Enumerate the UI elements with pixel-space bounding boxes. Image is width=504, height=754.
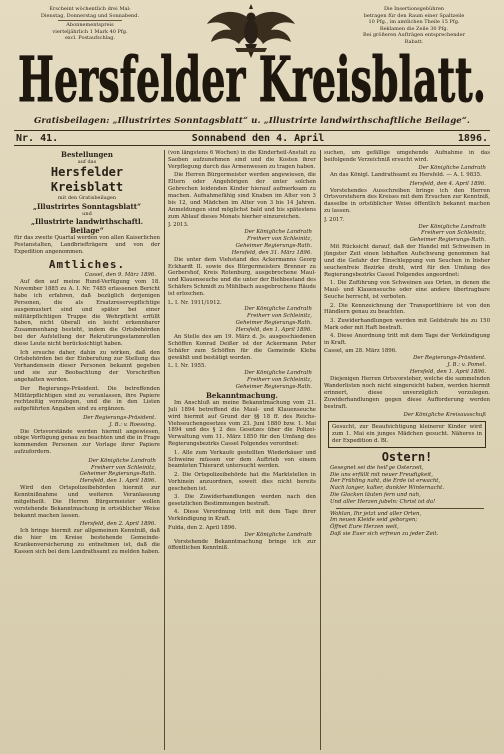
signature: Der Regierungs-Präsident.: [413, 355, 486, 362]
issue-year: 1896.: [457, 132, 488, 144]
notice-paragraph: Die Herren Bürgermeister werden angewiesen, die Eltern oder Angehörigen der unter solchen Gebrechen leidenden Kinder hierauf aufmerksam zu machen. Aufnahmefähig sind Knaben im Alter von 3 bis 12, und Mädchen im Alter von 3 bis 14 Jahren. Anmeldungen sind möglichst bald und bis spätestens zum Ablauf dieses Monats hierher einzureichen.: [168, 172, 316, 220]
issue-number: Nr. 41.: [16, 132, 59, 144]
reference-number: J. 2013.: [168, 222, 189, 229]
signature: Der Königliche Landrath: [244, 228, 312, 235]
announcement-heading: Bekanntmachung.: [206, 390, 278, 400]
supplements-line: Gratisbeilagen: „Illustrirtes Sonntagsblatt“ u. „Illustrirte landwirthschaftliche Beilage“.: [33, 116, 471, 126]
signature: Freiherr von Schleinitz,: [247, 313, 312, 320]
notice-date: Cassel, den 9. März 1896.: [84, 272, 156, 279]
notice-date: Hersfeld, den 1. April 1896.: [235, 327, 312, 334]
signature: Der Königliche Landrath: [244, 531, 312, 538]
masthead-title: Hersfelder Kreisblatt.: [18, 46, 486, 112]
notice-paragraph: Ich bringe hiermit zur allgemeinen Kenntniß, daß die hier im Kreise bestehende Gemeinde-Krankenversicherung zu entnehmen ist, daß die Kassen sich bei dem Landrathsamt zu melden haben.: [14, 528, 160, 555]
subscription-note: excl. Postaufschlag.: [64, 35, 116, 41]
notice-paragraph: Der Regierungs-Präsident. Die betreffenden Militärpflichtigen sind zu veranlassen, ihre Papiere rechtzeitig vorzulegen, und die in den Listen aufgeführten Angaben sind zu ergänzen.: [14, 385, 160, 413]
notice-paragraph: Ich ersuche daher, dahin zu wirken, daß den Ortsbehörden bei der Einberufung zur Stellung das Vorhandensein dieser Personen bekannt gegeben und sie zur Beobachtung der Vorschriften angehalten werden.: [14, 349, 160, 384]
orders-text: für das zweite Quartal werden von allen Kaiserlichen Postanstalten, Landbriefträgern und von der Expedition angenommen.: [14, 234, 160, 255]
column-2: [168, 150, 316, 750]
orders-paper-name: Hersfelder Kreisblatt: [50, 165, 124, 195]
notice-date: Hersfeld, den 2. April 1896.: [79, 521, 156, 528]
rates-discount: Bei größeren Aufträgen entsprechender: [363, 32, 465, 38]
poem-line: Der Frühling naht, die Erde ist erwacht,: [330, 478, 441, 485]
official-section-heading: Amtliches.: [48, 258, 126, 272]
column-divider: [320, 150, 321, 750]
rates-line: betragen für den Raum einer Spaltzeile: [363, 12, 465, 19]
notice-paragraph: Vorstehendes Ausschreiben bringe ich den Herren Ortsvorstehern des Kreises mit dem Ersuchen zur Kenntniß, dasselbe in ortsüblicher Weise öffentlich bekannt machen zu lassen.: [324, 187, 490, 215]
dateline: [14, 130, 490, 146]
signature: Der Königliche Landrath: [244, 306, 312, 313]
poem-line: Nach langer, kalter, dunkler Winternacht.: [330, 485, 445, 492]
rates-reklame: Reklamen die Zeile 30 Pfg.: [379, 25, 449, 32]
notice-paragraph: Auf den auf meine Rund-Verfügung vom 18. November 1885 zu A. I. Nr. 7485 erlassenen Bericht habe ich erfahren, daß bezüglich derjenigen Personen, die als Ersatzreservepflichtige ausgemustert sind und später bei einer militärpflichtigen Truppe die Wehrpflicht erfüllt haben, nicht überall ein leicht erkennbarer Zusammenhang besteht, indem die Ortsbehörden bei der Aufstellung der Rekrutirungsstammrollen diese Leute nicht berücksichtigt haben.: [14, 279, 160, 348]
reference-number: J. 2017.: [324, 216, 345, 223]
rates-amount: 10 Pfg., im amtlichen Theile 15 Pfg.: [368, 19, 460, 25]
orders-und: und: [82, 210, 92, 217]
notice-date: Hersfeld, den 31. März 1896.: [231, 249, 312, 256]
orders-heading: Bestellungen: [61, 150, 113, 159]
orders-sonntagsblatt: „Illustrirtes Sonntagsblatt“: [32, 201, 142, 211]
notice-paragraph: 3. Die Zuwiderhandlungen werden nach den gesetzlichen Bestimmungen bestraft.: [168, 494, 316, 507]
poem-line: Daß sie Euer sich erfreun zu jeder Zeit.: [330, 530, 439, 537]
signature: Geheimer Regierungs-Rath.: [235, 320, 312, 327]
signature: Der Regierungs-Präsident.: [83, 414, 156, 421]
subscription-info: [40, 6, 140, 42]
publish-days: Dienstag, Donnerstag und Sonnabend.: [40, 12, 140, 19]
signature: Freiherr von Schleinitz,: [247, 235, 312, 242]
orders-beilage: „Illustrirte landwirthschaftl. Beilage“: [30, 216, 144, 235]
poem-line: Wohlan, Ihr jetzt und aller Orten,: [330, 510, 422, 517]
signature: Der Königliche Landrath: [88, 457, 156, 464]
signature: Der Königliche Kreisausschuß: [403, 412, 486, 419]
column-3: [324, 150, 490, 750]
notice-paragraph: Mit Rücksicht darauf, daß der Handel mit Schweinen in jüngster Zeit einen lebhaften Aufschwung genommen hat und die Gefahr der Einschleppung von Seuchen in bisher seuchenfreie Bezirke droht, wird für den Umfang des Regierungsbezirks Cassel Folgendes angeordnet:: [324, 244, 490, 278]
notice-paragraph: suchen, um gefällige umgehende Aufnahme in das beifolgende Verzeichniß ersucht wird.: [324, 150, 490, 163]
poem-line: Im neuen Kleide seid geborgen;: [330, 517, 418, 524]
notice-paragraph: Diejenigen Herren Ortsvorsteher, welche die sammelnden Wanderlisten noch nicht eingereicht haben, werden hiermit erinnert, diese unverzüglich vorzulegen. Zuwiderhandlungen gegen diese Aufforderung werden bestraft.: [324, 376, 490, 410]
notice-paragraph: Die Ortsvorstände werden hiermit angewiesen, obige Verfügung genau zu beachten und die in Frage kommenden Personen zur Vorlage ihrer Papiere aufzufordern.: [14, 428, 160, 456]
classified-ad-box: [328, 421, 486, 448]
notice-paragraph: Wird den Ortspolizeibehörden hiermit zur Kenntnißnahme und weiteren Veranlassung mitgetheilt. Die Herren Bürgermeister wollen vorstehende Bekanntmachung in ortsüblicher Weise bekannt machen lassen.: [14, 485, 160, 519]
signature: Der Königliche Landrath: [244, 370, 312, 377]
signature: Freiherr von Schleinitz,: [91, 464, 156, 471]
signature: J. B.: v. Roessing.: [109, 421, 156, 428]
notice-paragraph: An Stelle des am 19. März d. Js. ausgeschiedenen Schöffen Konrad Deißer ist der Ackermann Peter Schäfer zum Schöffen für die Gemeinde Kleba gewählt und bestätigt worden.: [168, 334, 316, 361]
notice-paragraph: 1. Die Zuführung von Schweinen aus Orten, in denen die Maul- und Klauenseuche oder eine andere übertragbare Seuche herrscht, ist verboten.: [324, 280, 490, 301]
reference-number: L. I. Nr. 1911/1912.: [168, 299, 222, 306]
notice-paragraph: 1. Alle zum Verkaufe gestellten Wiederkäuer und Schweine müssen vor dem Auftrieb von einem beamteten Thierarzt untersucht werden.: [168, 449, 316, 470]
subscription-price: vierteljährlich 1 Mark 40 Pfg.: [52, 28, 128, 35]
notice-paragraph: An das Königl. Landrathsamt zu Hersfeld. — A. I. 9835.: [330, 172, 482, 179]
poem-line: Die Glocken läuten fern und nah,: [330, 491, 421, 498]
orders-sub: auf das: [77, 159, 97, 165]
notice-paragraph: Vorstehende Bekanntmachung bringe ich zur öffentlichen Kenntniß.: [168, 538, 316, 552]
signature: Freiherr von Schleinitz,: [247, 377, 312, 383]
notice-paragraph: (von längstens 6 Wochen) in die Kinderheil-Anstalt zu Saoben aufzunehmen sind und die Kosten ihrer Verpflegung durch das Armenwesen zu tragen haben.: [168, 150, 316, 170]
masthead: [14, 46, 490, 112]
rates-title: Die Insertionsgebühren: [383, 6, 445, 12]
subscription-label: Abonnementspreis: [66, 22, 114, 28]
signature: Geheimer Regierungs-Rath.: [409, 237, 486, 244]
notice-paragraph: Im Anschluß an meine Bekanntmachung vom 21. Juli 1894 betreffend die Maul- und Klauenseuche wird hiermit auf Grund der §§ 18 ff. des Reichs-Viehseuchengesetzes vom 23. Juni 1880 bzw. 1. Mai 1894 und des § 2 des Gesetzes über die Polizei-Verwaltung vom 11. März 1850 für den Umfang des Regierungsbezirks Cassel Folgendes verordnet:: [168, 399, 316, 448]
signature: Geheimer Regierungs-Rath.: [235, 383, 312, 390]
publish-frequency: Erscheint wöchentlich drei Mal:: [49, 6, 131, 12]
notice-paragraph: 4. Diese Verordnung tritt mit dem Tage ihrer Verkündigung in Kraft.: [168, 509, 316, 523]
reference-number: L. I. Nr. 1955.: [168, 363, 207, 370]
notice-date: Hersfeld, den 1. April 1896.: [79, 478, 156, 485]
easter-poem: [324, 465, 490, 538]
issue-date: Sonnabend den 4. April: [191, 132, 325, 144]
notice-paragraph: 4. Diese Anordnung tritt mit dem Tage der Verkündigung in Kraft.: [324, 333, 490, 347]
poem-line: Öffnet Eure Herzen weit,: [330, 524, 399, 531]
notice-date: Hersfeld, den 4. April 1896.: [409, 180, 486, 187]
notice-paragraph: 2. Die Kennzeichnung der Transportthiere ist von den Händlern genau zu beachten.: [324, 302, 490, 316]
notice-date: Fulda, den 2. April 1896.: [168, 524, 237, 531]
easter-heading: Ostern!: [381, 449, 433, 464]
notice-date: Hersfeld, den 1. April 1896.: [409, 369, 486, 376]
signature: Geheimer Regierungs-Rath.: [79, 471, 156, 478]
signature: J. B.: v. Pomel.: [447, 362, 486, 369]
notice-paragraph: 2. Die Ortspolizeibehörde hat die Marktstellen in Vorhinein anzuordnen, soweit dies nicht bereits geschehen ist.: [168, 471, 316, 492]
notice-date: Cassel, am 28. März 1896.: [324, 348, 397, 355]
signature: Freiherr von Schleinitz,: [421, 230, 486, 237]
advertising-rates: [360, 6, 468, 45]
signature: Der Königliche Landrath: [418, 165, 486, 172]
orders-supplements-label: mit den Gratisbeilagen: [57, 195, 117, 202]
signature: Der Königliche Landrath: [418, 223, 486, 230]
rates-rabatt: Rabatt.: [404, 38, 424, 45]
column-1: [14, 150, 160, 750]
poem-line: Und aller Herzen jubeln: Christ ist da!: [330, 498, 436, 505]
notice-paragraph: 3. Zuwiderhandlungen werden mit Geldstrafe bis zu 150 Mark oder mit Haft bestraft.: [324, 317, 490, 331]
notice-paragraph: Die unter dem Viehstand des Ackermanns Georg Eckhardt II. sowie des Bürgermeisters Brenner zu Gerbershof, Kreis Rotenburg, ausgebrochene Maul- und Klauenseuche und die unter der Biehbestand des Schäfers Schmidt zu Mühlbach ausgebrochene Räude ist erloschen.: [168, 256, 316, 298]
poem-line: Die uns erfüllt mit neuer Freudigkeit,: [330, 471, 433, 478]
signature: Geheimer Regierungs-Rath.: [235, 242, 312, 249]
column-divider: [164, 150, 165, 750]
classified-ad-text: Gesucht, zur Beaufsichtigung kleinerer Kinder wird zum 1. Mai ein junges Mädchen gesucht. Näheres in der Expedition d. Bl.: [332, 424, 482, 444]
poem-line: Gesegnet sei die heil'ge Osterzeit,: [330, 464, 424, 471]
